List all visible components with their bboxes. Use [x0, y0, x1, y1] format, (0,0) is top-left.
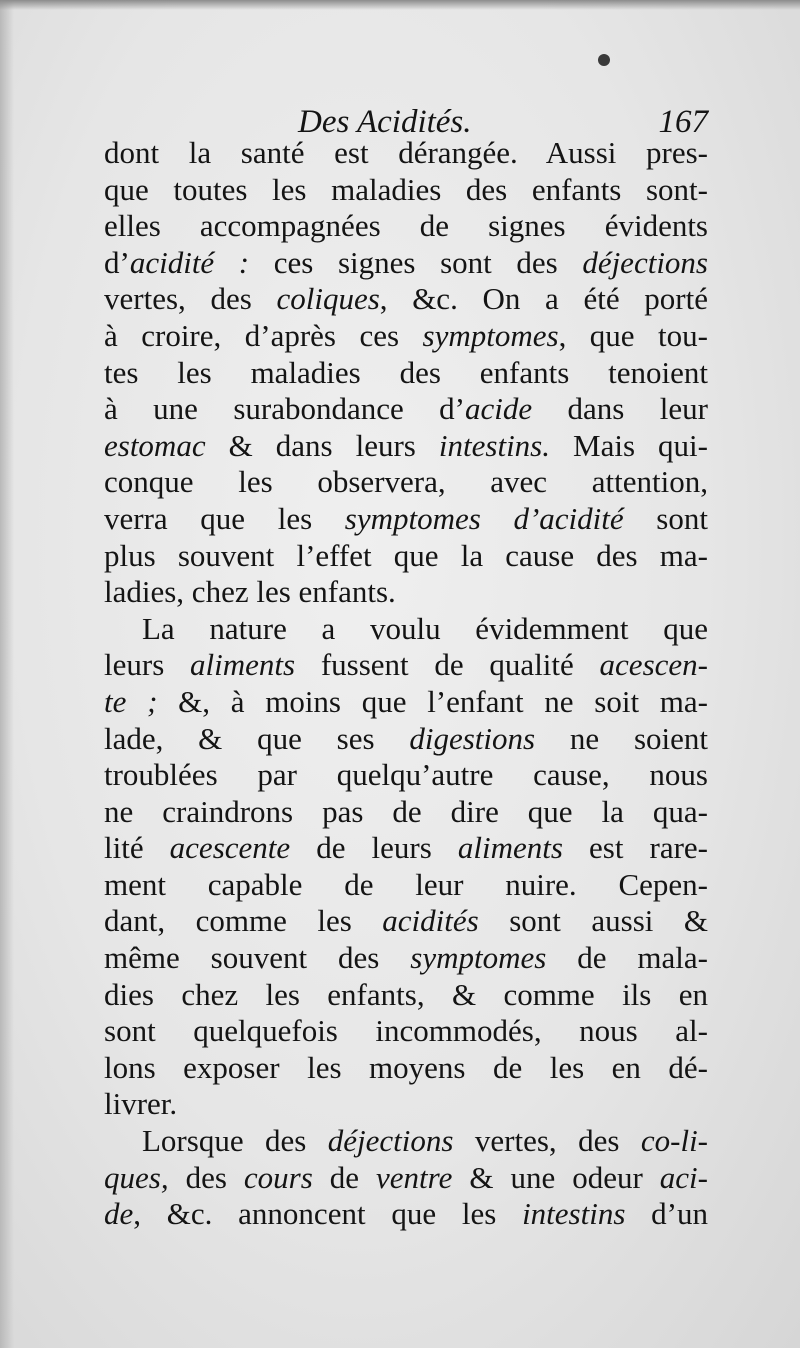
text-segment: à croire, d’après ces: [104, 317, 423, 353]
page-top-shadow: [0, 0, 800, 10]
text-segment: &, à moins que l’enfant ne soit ma-: [157, 683, 708, 719]
italic-text: déjections: [327, 1123, 454, 1159]
italic-text: aliments: [457, 830, 563, 866]
italic-text: intestins: [522, 1196, 626, 1232]
text-segment: d’: [104, 244, 130, 280]
text-segment: La nature a voulu évidemment que: [142, 610, 708, 646]
text-segment: à une surabondance d’: [104, 391, 465, 427]
page-edge-shadow: [0, 0, 14, 1348]
italic-text: ques,: [104, 1159, 169, 1195]
italic-text: te ;: [104, 683, 158, 719]
italic-text: coliques: [276, 281, 380, 317]
text-line: [104, 355, 708, 392]
text-line: [104, 501, 708, 538]
italic-text: digestions: [409, 720, 536, 756]
text-line: [104, 574, 708, 611]
text-segment: troublées par quelqu’autre cause, nous: [104, 757, 708, 793]
ink-spot: [598, 54, 610, 66]
italic-text: ventre: [376, 1159, 453, 1195]
text-segment: est rare-: [562, 830, 708, 866]
text-segment: d’un: [625, 1196, 708, 1232]
text-segment: ne soient: [535, 720, 709, 756]
text-segment: dont la santé est dérangée. Aussi pres-: [104, 135, 708, 170]
text-segment: ne craindrons pas de dire que la qua-: [104, 793, 708, 829]
text-line: [104, 318, 708, 355]
text-line: [104, 208, 708, 245]
text-segment: de: [312, 1159, 377, 1195]
text-segment: sont aussi &: [478, 903, 708, 939]
italic-text: acidités: [382, 903, 479, 939]
text-line: [104, 391, 708, 428]
italic-text: aci-: [659, 1159, 708, 1195]
italic-text: symptomes: [410, 940, 547, 976]
text-segment: livrer.: [104, 1086, 178, 1122]
text-segment: verra que les: [104, 500, 345, 536]
text-line: [104, 647, 708, 684]
text-segment: & une odeur: [452, 1159, 660, 1195]
text-line: [104, 172, 708, 209]
text-segment: Lorsque des: [142, 1123, 328, 1159]
text-segment: lade, & que ses: [104, 720, 410, 756]
text-segment: tes les maladies des enfants tenoient: [104, 354, 708, 390]
text-segment: de mala-: [546, 940, 708, 976]
text-line: [104, 1086, 708, 1123]
text-segment: dans leur: [532, 391, 708, 427]
italic-text: de: [104, 1196, 134, 1232]
text-line: [104, 903, 708, 940]
text-segment: que toutes les maladies des enfants sont-: [104, 171, 708, 207]
italic-text: acescente: [169, 830, 291, 866]
text-segment: ces signes sont des: [249, 244, 583, 280]
text-line: [104, 757, 708, 794]
text-line: [104, 940, 708, 977]
text-segment: dies chez les enfants, & comme ils en: [104, 976, 708, 1012]
text-line: [104, 1050, 708, 1087]
text-segment: Mais qui-: [550, 427, 708, 463]
text-line: [104, 1160, 708, 1197]
text-line: [104, 1013, 708, 1050]
text-line: [104, 684, 708, 721]
italic-text: déjections: [582, 244, 708, 280]
text-segment: des: [168, 1159, 244, 1195]
text-segment: dant, comme les: [104, 903, 383, 939]
italic-text: acide: [465, 391, 533, 427]
text-segment: sont: [623, 500, 708, 536]
text-line: [104, 794, 708, 831]
text-line: [104, 1196, 708, 1233]
text-line: [104, 611, 708, 648]
italic-text: estomac: [104, 427, 206, 463]
text-line: [104, 245, 708, 282]
text-segment: conque les observera, avec attention,: [104, 464, 708, 500]
text-segment: elles accompagnées de signes évidents: [104, 208, 708, 244]
text-segment: leurs: [104, 647, 191, 683]
text-segment: vertes, des: [104, 281, 277, 317]
italic-text: cours: [243, 1159, 313, 1195]
text-line: [104, 538, 708, 575]
text-segment: , &c. annoncent que les: [133, 1196, 523, 1232]
text-line: [104, 464, 708, 501]
italic-text: acidité :: [129, 244, 250, 280]
running-title: Des Acidités.: [298, 104, 472, 140]
text-segment: même souvent des: [104, 940, 411, 976]
text-line: [104, 867, 708, 904]
italic-text: intestins.: [438, 427, 550, 463]
text-segment: de leurs: [290, 830, 458, 866]
body-text: [104, 135, 708, 1233]
page-number: 167: [658, 104, 708, 140]
text-line: [104, 135, 708, 172]
italic-text: aliments: [190, 647, 296, 683]
text-segment: plus souvent l’effet que la cause des ma-: [104, 537, 708, 573]
text-line: [104, 281, 708, 318]
italic-text: symptomes d’acidité: [344, 500, 624, 536]
italic-text: symptomes: [422, 317, 559, 353]
italic-text: co-li-: [640, 1123, 709, 1159]
text-line: [104, 721, 708, 758]
text-segment: fussent de qualité: [295, 647, 600, 683]
text-segment: ment capable de leur nuire. Cepen-: [104, 866, 708, 902]
text-segment: , que tou-: [558, 317, 708, 353]
text-line: [104, 830, 708, 867]
text-segment: & dans leurs: [205, 427, 439, 463]
text-segment: lons exposer les moyens de les en dé-: [104, 1049, 708, 1085]
text-line: [104, 1123, 708, 1160]
text-segment: ladies, chez les enfants.: [104, 574, 396, 610]
text-segment: , &c. On a été porté: [379, 281, 708, 317]
text-line: [104, 977, 708, 1014]
text-segment: vertes, des: [453, 1123, 641, 1159]
italic-text: acescen-: [599, 647, 708, 683]
text-line: [104, 428, 708, 465]
text-segment: lité: [104, 830, 170, 866]
text-segment: sont quelquefois incommodés, nous al-: [104, 1013, 708, 1049]
